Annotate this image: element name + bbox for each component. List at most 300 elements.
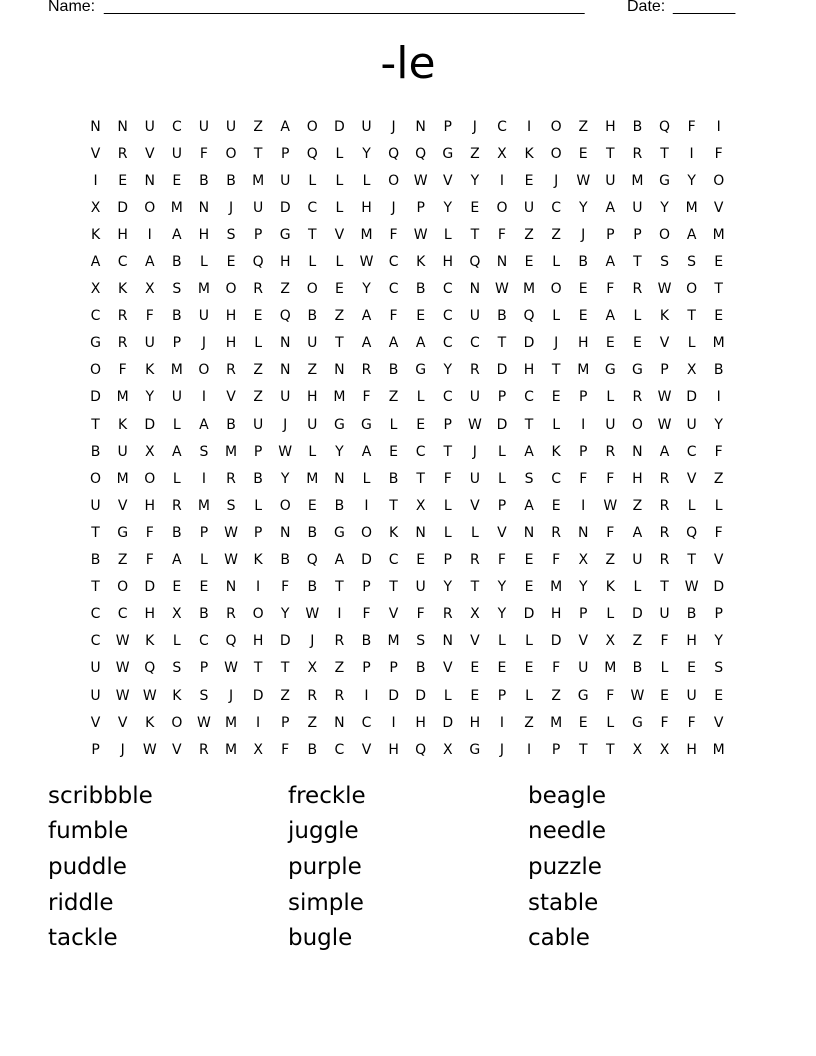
grid-letter: Z — [551, 226, 561, 243]
grid-letter: H — [388, 741, 399, 758]
grid-letter: P — [714, 606, 723, 623]
grid-letter: W — [224, 660, 238, 677]
grid-letter: O — [306, 118, 318, 135]
grid-letter: L — [389, 416, 398, 433]
grid-letter: O — [252, 606, 264, 623]
grid-letter: Y — [714, 416, 723, 433]
grid-letter: R — [117, 335, 128, 352]
grid-letter: V — [442, 660, 453, 677]
grid-letter: R — [632, 281, 643, 298]
grid-letter: V — [659, 335, 670, 352]
grid-letter: K — [659, 308, 670, 325]
grid-letter: R — [199, 741, 209, 758]
grid-letter: P — [199, 524, 209, 541]
grid-letter: Z — [117, 552, 128, 569]
grid-letter: S — [199, 443, 209, 460]
grid-letter: O — [496, 199, 508, 216]
grid-letter: X — [470, 606, 480, 623]
grid-letter: N — [225, 579, 237, 596]
grid-letter: U — [198, 308, 210, 325]
grid-letter: W — [630, 687, 645, 704]
grid-letter: I — [147, 226, 152, 243]
grid-letter: E — [687, 660, 697, 677]
grid-letter: J — [201, 335, 206, 352]
grid-letter: M — [604, 660, 617, 677]
grid-letter: R — [334, 633, 345, 650]
grid-letter: K — [118, 281, 128, 298]
grid-letter: I — [93, 172, 98, 189]
grid-letter: G — [415, 362, 427, 379]
grid-letter: L — [633, 579, 642, 596]
grid-letter: R — [659, 497, 670, 514]
grid-letter: V — [117, 497, 128, 514]
grid-letter: Z — [605, 552, 616, 569]
grid-letter: E — [172, 172, 182, 189]
grid-letter: K — [118, 416, 128, 433]
grid-letter: J — [310, 633, 315, 650]
grid-letter: M — [360, 226, 373, 243]
grid-letter: O — [360, 524, 372, 541]
grid-letter: N — [334, 714, 345, 731]
grid-letter: W — [657, 389, 672, 406]
grid-letter: A — [605, 308, 616, 325]
grid-letter: D — [252, 687, 264, 704]
grid-letter: Y — [578, 579, 588, 596]
grid-letter: J — [391, 118, 396, 135]
grid-letter: A — [280, 118, 290, 135]
grid-letter: R — [469, 552, 480, 569]
grid-letter: Z — [334, 660, 345, 677]
grid-letter: M — [306, 470, 319, 487]
grid-letter: T — [497, 335, 507, 352]
grid-letter: P — [606, 226, 615, 243]
grid-letter: Y — [335, 443, 344, 460]
grid-letter: E — [470, 687, 480, 704]
grid-letter: L — [687, 335, 696, 352]
grid-letter: R — [307, 687, 318, 704]
grid-letter: L — [606, 389, 615, 406]
grid-letter: M — [550, 579, 563, 596]
grid-letter: F — [687, 714, 696, 731]
grid-letter: C — [442, 308, 453, 325]
grid-letter: P — [497, 687, 507, 704]
grid-letter: F — [118, 362, 127, 379]
grid-letter: E — [551, 497, 561, 514]
grid-letter: I — [364, 687, 369, 704]
grid-letter: R — [334, 687, 345, 704]
grid-letter: U — [307, 416, 318, 433]
grid-letter: N — [523, 524, 535, 541]
grid-letter: M — [197, 281, 210, 298]
grid-letter: K — [90, 226, 101, 243]
grid-letter: P — [660, 362, 669, 379]
grid-letter: W — [142, 741, 157, 758]
grid-letter: F — [606, 524, 615, 541]
grid-letter: I — [716, 389, 721, 406]
word-list-item: purple — [288, 853, 362, 880]
grid-letter: C — [307, 199, 318, 216]
grid-letter: B — [686, 606, 697, 623]
grid-letter: E — [660, 687, 669, 704]
grid-letter: D — [144, 416, 156, 433]
grid-letter: O — [686, 281, 698, 298]
grid-letter: Q — [659, 118, 671, 135]
grid-letter: F — [714, 524, 723, 541]
grid-letter: P — [416, 199, 425, 216]
grid-letter: S — [416, 633, 426, 650]
grid-letter: Y — [443, 199, 453, 216]
grid-letter: F — [389, 308, 398, 325]
grid-letter: J — [472, 443, 477, 460]
grid-letter: X — [659, 741, 670, 758]
grid-letter: M — [197, 497, 210, 514]
grid-letter: V — [226, 389, 236, 406]
grid-letter: P — [443, 118, 452, 135]
grid-letter: U — [632, 552, 643, 569]
grid-letter: U — [225, 118, 237, 135]
grid-letter: E — [334, 281, 344, 298]
grid-letter: T — [416, 470, 425, 487]
grid-letter: F — [443, 470, 452, 487]
grid-letter: I — [364, 497, 369, 514]
grid-letter: Y — [497, 606, 507, 623]
grid-letter: O — [90, 362, 102, 379]
grid-letter: T — [606, 741, 615, 758]
grid-letter: V — [470, 633, 480, 650]
grid-letter: A — [524, 497, 534, 514]
grid-letter: M — [550, 714, 563, 731]
grid-letter: L — [443, 497, 452, 514]
grid-letter: B — [388, 470, 399, 487]
grid-letter: D — [632, 606, 643, 623]
grid-letter: G — [631, 362, 643, 379]
grid-letter: P — [253, 524, 263, 541]
grid-letter: O — [225, 145, 237, 162]
grid-letter: C — [551, 470, 562, 487]
grid-letter: L — [308, 443, 317, 460]
grid-letter: F — [606, 470, 615, 487]
grid-letter: F — [389, 226, 398, 243]
grid-letter: X — [415, 497, 426, 514]
grid-letter: I — [526, 741, 532, 758]
grid-letter: L — [335, 172, 344, 189]
grid-letter: L — [172, 416, 181, 433]
grid-letter: C — [199, 633, 209, 650]
grid-letter: O — [279, 497, 291, 514]
grid-letter: W — [684, 579, 699, 596]
grid-letter: L — [335, 199, 344, 216]
grid-letter: L — [606, 714, 615, 731]
word-list — [48, 778, 788, 956]
grid-letter: J — [228, 199, 234, 216]
grid-letter: L — [335, 254, 344, 271]
grid-letter: I — [201, 389, 206, 406]
grid-letter: K — [145, 633, 155, 650]
grid-letter: Z — [280, 687, 290, 704]
grid-letter: R — [551, 524, 561, 541]
grid-letter: R — [226, 362, 236, 379]
grid-letter: W — [359, 254, 374, 271]
grid-letter: U — [686, 687, 697, 704]
grid-letter: L — [200, 552, 208, 569]
grid-letter: C — [361, 714, 372, 731]
grid-letter: S — [687, 254, 697, 271]
date-blank-line: _______ — [673, 0, 736, 15]
grid-letter: Z — [524, 226, 534, 243]
grid-letter: T — [470, 226, 480, 243]
grid-letter: U — [90, 497, 101, 514]
grid-letter: C — [90, 308, 101, 325]
grid-letter: X — [632, 741, 643, 758]
grid-letter: T — [578, 741, 588, 758]
grid-letter: F — [579, 470, 588, 487]
grid-letter: O — [225, 281, 237, 298]
grid-letter: M — [712, 335, 725, 352]
grid-letter: U — [686, 416, 697, 433]
grid-letter: E — [524, 552, 534, 569]
grid-letter: R — [442, 606, 453, 623]
grid-letter: M — [523, 281, 536, 298]
grid-letter: F — [281, 741, 290, 758]
grid-letter: L — [172, 633, 181, 650]
grid-letter: V — [388, 606, 399, 623]
grid-letter: I — [581, 497, 586, 514]
name-blank-line: ______________________________________________________ — [104, 0, 585, 15]
grid-letter: O — [144, 199, 156, 216]
grid-letter: P — [172, 335, 182, 352]
grid-letter: E — [714, 254, 724, 271]
grid-letter: E — [605, 335, 615, 352]
grid-letter: Q — [306, 552, 318, 569]
grid-letter: B — [415, 660, 426, 677]
grid-letter: D — [496, 362, 508, 379]
grid-letter: E — [524, 660, 534, 677]
grid-letter: M — [387, 633, 400, 650]
grid-letter: C — [117, 254, 128, 271]
grid-letter: N — [442, 633, 453, 650]
grid-letter: N — [334, 470, 345, 487]
grid-letter: C — [442, 335, 453, 352]
grid-letter: F — [145, 552, 154, 569]
grid-letter: O — [659, 226, 671, 243]
grid-letter: E — [578, 281, 588, 298]
grid-letter: J — [120, 741, 125, 758]
grid-letter: D — [523, 335, 535, 352]
grid-letter: U — [252, 199, 264, 216]
grid-letter: R — [226, 470, 236, 487]
grid-letter: A — [605, 199, 616, 216]
grid-letter: A — [686, 226, 697, 243]
grid-letter: D — [686, 389, 697, 406]
grid-letter: A — [361, 335, 372, 352]
grid-letter: H — [523, 362, 535, 379]
grid-letter: B — [713, 362, 724, 379]
grid-letter: D — [279, 199, 291, 216]
grid-letter: I — [689, 145, 694, 162]
grid-letter: L — [687, 497, 696, 514]
grid-letter: Y — [362, 281, 371, 298]
grid-letter: V — [713, 714, 724, 731]
grid-letter: P — [497, 497, 507, 514]
grid-letter: U — [469, 389, 480, 406]
grid-letter: Y — [578, 199, 588, 216]
grid-letter: E — [578, 308, 588, 325]
grid-letter: A — [172, 226, 182, 243]
grid-letter: H — [550, 606, 562, 623]
grid-letter: V — [497, 524, 507, 541]
grid-letter: G — [333, 416, 345, 433]
grid-letter: Y — [443, 362, 453, 379]
word-list-item: fumble — [48, 818, 129, 845]
grid-letter: B — [415, 281, 426, 298]
grid-letter: T — [606, 145, 615, 162]
grid-letter: V — [144, 145, 155, 162]
grid-letter: A — [415, 335, 426, 352]
grid-letter: O — [144, 470, 156, 487]
grid-letter: U — [144, 118, 155, 135]
grid-letter: W — [413, 172, 428, 189]
word-list-item: needle — [528, 818, 607, 845]
grid-letter: B — [578, 254, 589, 271]
grid-letter: O — [713, 172, 725, 189]
grid-letter: L — [552, 254, 561, 271]
grid-letter: W — [115, 660, 130, 677]
grid-letter: O — [550, 281, 562, 298]
grid-letter: N — [415, 524, 426, 541]
grid-letter: K — [253, 552, 263, 569]
grid-letter: R — [226, 606, 236, 623]
grid-letter: Y — [145, 389, 155, 406]
grid-letter: D — [523, 606, 535, 623]
grid-letter: N — [496, 254, 508, 271]
grid-letter: A — [605, 254, 616, 271]
grid-letter: P — [253, 226, 263, 243]
grid-letter: C — [524, 389, 534, 406]
grid-letter: B — [90, 443, 101, 460]
grid-letter: X — [442, 741, 453, 758]
grid-letter: H — [415, 714, 426, 731]
grid-letter: T — [389, 579, 398, 596]
grid-letter: E — [416, 552, 426, 569]
grid-letter: E — [307, 497, 317, 514]
grid-letter: F — [497, 226, 506, 243]
grid-letter: S — [714, 660, 724, 677]
grid-letter: L — [660, 660, 669, 677]
grid-letter: E — [714, 308, 724, 325]
grid-letter: B — [90, 552, 101, 569]
grid-letter: C — [388, 552, 399, 569]
grid-letter: S — [172, 660, 182, 677]
grid-letter: Z — [307, 714, 318, 731]
grid-letter: F — [660, 714, 669, 731]
grid-letter: N — [469, 281, 481, 298]
grid-letter: G — [117, 524, 129, 541]
worksheet-header — [48, 0, 748, 20]
grid-letter: F — [660, 633, 669, 650]
grid-letter: X — [605, 633, 616, 650]
word-list-item: freckle — [288, 782, 366, 809]
grid-letter: H — [252, 633, 264, 650]
grid-letter: S — [199, 687, 209, 704]
grid-letter: I — [337, 606, 342, 623]
grid-letter: T — [253, 145, 263, 162]
grid-letter: S — [660, 254, 669, 271]
grid-letter: L — [308, 172, 317, 189]
grid-letter: N — [279, 362, 291, 379]
grid-letter: H — [632, 470, 643, 487]
grid-letter: F — [145, 308, 154, 325]
grid-letter: V — [90, 145, 101, 162]
grid-letter: T — [91, 416, 100, 433]
grid-letter: K — [551, 443, 561, 460]
grid-letter: Z — [470, 145, 480, 162]
grid-letter: W — [576, 172, 591, 189]
grid-letter: G — [90, 335, 101, 352]
grid-letter: T — [660, 145, 669, 162]
grid-letter: U — [659, 606, 670, 623]
grid-letter: T — [253, 660, 263, 677]
grid-letter: W — [278, 443, 293, 460]
grid-letter: B — [226, 172, 236, 189]
grid-letter: Q — [415, 145, 427, 162]
word-list-item: juggle — [288, 818, 359, 845]
grid-letter: Q — [144, 660, 156, 677]
grid-letter: I — [499, 172, 505, 189]
grid-letter: B — [388, 362, 399, 379]
grid-letter: M — [224, 714, 238, 731]
grid-letter: H — [686, 633, 697, 650]
grid-letter: P — [579, 606, 588, 623]
grid-letter: F — [552, 660, 561, 677]
grid-letter: U — [198, 118, 210, 135]
grid-letter: Z — [253, 362, 263, 379]
grid-letter: M — [685, 199, 698, 216]
grid-letter: Y — [280, 606, 290, 623]
grid-letter: D — [334, 118, 345, 135]
grid-letter: S — [226, 226, 236, 243]
grid-letter: Z — [632, 497, 643, 514]
grid-letter: U — [578, 660, 589, 677]
grid-letter: P — [253, 443, 263, 460]
word-list-item: puddle — [48, 853, 127, 880]
grid-letter: O — [198, 362, 210, 379]
grid-letter: Y — [497, 579, 507, 596]
grid-letter: U — [280, 389, 291, 406]
grid-letter: I — [581, 416, 586, 433]
grid-letter: Q — [469, 254, 481, 271]
grid-letter: L — [552, 308, 561, 325]
grid-letter: B — [199, 606, 209, 623]
grid-letter: T — [470, 579, 480, 596]
grid-letter: Z — [280, 281, 290, 298]
grid-letter: L — [443, 226, 452, 243]
grid-letter: M — [116, 389, 129, 406]
grid-letter: U — [144, 335, 155, 352]
grid-letter: F — [362, 606, 371, 623]
word-list-item: simple — [288, 889, 364, 916]
grid-letter: R — [659, 552, 670, 569]
grid-letter: F — [362, 389, 371, 406]
grid-letter: F — [199, 145, 208, 162]
grid-letter: L — [254, 497, 263, 514]
grid-letter: L — [362, 172, 371, 189]
grid-letter: V — [334, 226, 345, 243]
grid-letter: E — [470, 199, 480, 216]
grid-letter: J — [472, 118, 477, 135]
word-list-item: stable — [528, 889, 599, 916]
grid-letter: M — [577, 362, 590, 379]
grid-letter: T — [687, 552, 696, 569]
